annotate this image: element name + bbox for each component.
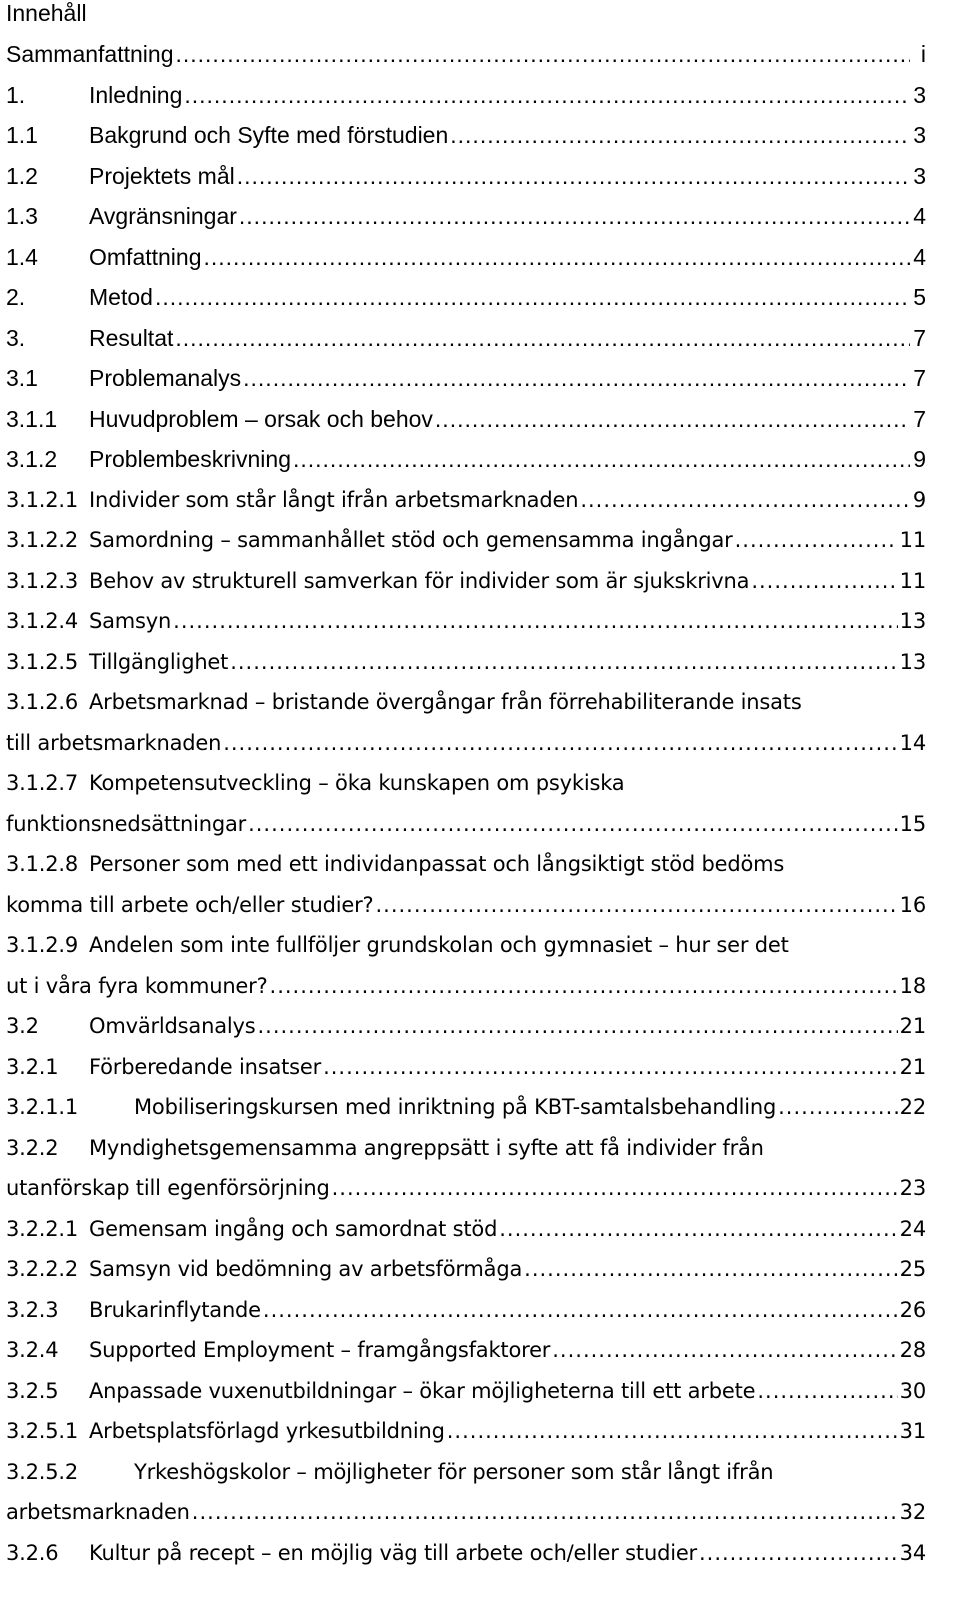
toc-entry-page: 9 — [912, 487, 926, 512]
toc-entry-page: 11 — [899, 568, 926, 593]
toc-entry-number: 3.1.2.7 — [6, 771, 79, 795]
toc-entry-number: 3.1.2.5 — [6, 649, 79, 674]
toc-entry[interactable] — [6, 1330, 926, 1371]
toc-entry-page: 3 — [913, 162, 926, 189]
toc-entry[interactable] — [6, 156, 926, 197]
toc-entry-number: 3.2.2.2 — [6, 1257, 79, 1281]
toc-entry-title: Individer som står långt ifrån arbetsmarknaden — [89, 487, 579, 512]
toc-entry-title: Arbetsmarknad – bristande övergångar från förrehabiliterande insats — [89, 690, 802, 714]
toc-entry-page: i — [920, 41, 926, 67]
toc-entry-title: Problemanalys — [89, 365, 242, 391]
toc-entry-title: Inledning — [89, 81, 183, 108]
toc-entry-title-continued: ut i våra fyra kommuner? — [6, 973, 268, 998]
toc-entry-number: 3.1.2 — [6, 446, 58, 472]
toc-entry-title: Yrkeshögskolor – möjligheter för personer som står långt ifrån — [134, 1459, 774, 1484]
toc-entry[interactable] — [6, 1128, 926, 1209]
toc-entry[interactable] — [6, 1047, 926, 1088]
toc-entry-number: 3.1 — [6, 365, 38, 391]
toc-entry[interactable] — [6, 1087, 926, 1128]
toc-entry-number: 3.1.2.4 — [6, 609, 79, 633]
toc-entry-title: Förberedande insatser — [89, 1054, 322, 1079]
toc-entry-title: Metod — [89, 284, 153, 310]
toc-entry[interactable] — [6, 480, 926, 521]
toc-dot-leader — [263, 1290, 898, 1330]
toc-entry[interactable] — [6, 1411, 926, 1452]
toc-entry-title: Avgränsningar — [89, 203, 237, 229]
toc-entry-title: Tillgänglighet — [89, 649, 229, 674]
toc-entry-page: 18 — [899, 973, 926, 998]
toc-entry-title: Huvudproblem – orsak och behov — [89, 405, 433, 432]
toc-entry-number: 3.2.4 — [6, 1338, 59, 1362]
toc-entry-number: 3.2 — [6, 1014, 39, 1038]
toc-entry-title: Omfattning — [89, 243, 202, 270]
toc-entry[interactable] — [6, 237, 926, 278]
toc-heading: Innehåll — [6, 0, 87, 26]
toc-entry[interactable] — [6, 34, 926, 75]
toc-entry[interactable] — [6, 358, 926, 399]
toc-entry[interactable] — [6, 196, 926, 237]
toc-entry[interactable] — [6, 1452, 926, 1533]
toc-entry-number: 3.2.2 — [6, 1135, 59, 1160]
toc-dot-leader — [230, 642, 897, 682]
toc-entry[interactable] — [6, 642, 926, 683]
toc-entry[interactable] — [6, 277, 926, 318]
toc-entry-page: 4 — [913, 243, 926, 270]
toc-list — [6, 34, 926, 1573]
toc-dot-leader — [332, 1168, 898, 1208]
toc-dot-leader — [499, 1209, 897, 1249]
toc-entry-number: 3.2.5.2 — [6, 1459, 79, 1484]
toc-entry[interactable] — [6, 844, 926, 925]
toc-entry-title: Myndighetsgemensamma angreppsätt i syfte att få individer från — [89, 1135, 764, 1160]
toc-dot-leader — [450, 115, 910, 155]
toc-entry[interactable] — [6, 318, 926, 359]
toc-entry-number: 3.1.2.6 — [6, 690, 79, 714]
toc-dot-leader — [173, 601, 898, 641]
toc-dot-leader — [435, 399, 910, 439]
toc-entry-title-continued: funktionsnedsättningar — [6, 811, 247, 836]
toc-dot-leader — [175, 318, 910, 358]
toc-dot-leader — [257, 1006, 897, 1046]
toc-entry-page: 25 — [899, 1257, 926, 1281]
toc-dot-leader — [447, 1411, 898, 1451]
toc-entry-page: 15 — [899, 811, 926, 836]
toc-entry-title: Samordning – sammanhållet stöd och gemensamma ingångar — [89, 528, 733, 552]
toc-dot-leader — [375, 885, 897, 925]
toc-entry-title: Behov av strukturell samverkan för individer som är sjukskrivna — [89, 568, 750, 593]
toc-entry[interactable] — [6, 682, 926, 763]
toc-entry[interactable] — [6, 561, 926, 602]
toc-entry-page: 11 — [899, 528, 926, 552]
toc-entry-number: 1.3 — [6, 203, 38, 229]
toc-dot-leader — [699, 1533, 898, 1573]
toc-dot-leader — [184, 75, 910, 115]
toc-entry[interactable] — [6, 601, 926, 642]
toc-entry[interactable] — [6, 439, 926, 480]
toc-entry-page: 21 — [899, 1054, 926, 1079]
toc-dot-leader — [204, 237, 911, 277]
toc-entry[interactable] — [6, 520, 926, 561]
toc-entry-title: Gemensam ingång och samordnat stöd — [89, 1216, 498, 1241]
toc-entry-page: 23 — [899, 1176, 926, 1200]
toc-entry-page: 5 — [913, 284, 926, 310]
toc-entry-title-continued: till arbetsmarknaden — [6, 730, 222, 755]
toc-dot-leader — [323, 1047, 898, 1087]
toc-entry-number: 3.1.2.1 — [6, 487, 79, 512]
toc-entry[interactable] — [6, 1209, 926, 1250]
toc-entry-number: 3.2.6 — [6, 1540, 59, 1565]
toc-dot-leader — [175, 34, 910, 74]
toc-entry-page: 13 — [899, 609, 926, 633]
toc-dot-leader — [524, 1249, 898, 1289]
toc-entry-page: 30 — [899, 1378, 926, 1403]
toc-dot-leader — [270, 966, 898, 1006]
toc-entry-title: Sammanfattning — [6, 41, 174, 67]
toc-dot-leader — [778, 1087, 898, 1127]
toc-entry-number: 3.2.3 — [6, 1297, 59, 1322]
toc-dot-leader — [735, 520, 898, 560]
toc-entry-title: Omvärldsanalys — [89, 1014, 256, 1038]
toc-entry-number: 1.4 — [6, 243, 38, 270]
toc-entry-title: Samsyn — [89, 609, 172, 633]
toc-entry-title: Kultur på recept – en möjlig väg till arbete och/eller studier — [89, 1540, 697, 1565]
toc-entry-page: 34 — [899, 1540, 926, 1565]
toc-dot-leader — [552, 1330, 897, 1370]
toc-entry-title: Samsyn vid bedömning av arbetsförmåga — [89, 1257, 523, 1281]
toc-entry-title: Andelen som inte fullföljer grundskolan och gymnasiet – hur ser det — [89, 933, 789, 957]
toc-entry-title: Bakgrund och Syfte med förstudien — [89, 122, 449, 148]
toc-entry-number: 1.2 — [6, 162, 38, 189]
toc-entry[interactable] — [6, 925, 926, 1006]
toc-entry-page: 4 — [913, 203, 926, 229]
toc-entry-number: 3.2.1 — [6, 1054, 59, 1079]
toc-entry-page: 3 — [913, 81, 926, 108]
toc-entry-page: 16 — [899, 892, 926, 917]
toc-entry-page: 31 — [899, 1419, 926, 1443]
toc-entry-page: 22 — [899, 1095, 926, 1119]
toc-entry[interactable] — [6, 1533, 926, 1574]
toc-entry[interactable] — [6, 399, 926, 440]
toc-entry[interactable] — [6, 115, 926, 156]
toc-entry-number: 3.2.1.1 — [6, 1095, 79, 1119]
toc-dot-leader — [580, 480, 910, 520]
toc-entry-title: Arbetsplatsförlagd yrkesutbildning — [89, 1419, 445, 1443]
toc-dot-leader — [293, 439, 910, 479]
toc-dot-leader — [248, 804, 898, 844]
toc-entry[interactable] — [6, 1371, 926, 1412]
toc-entry[interactable] — [6, 75, 926, 116]
toc-entry[interactable] — [6, 1006, 926, 1047]
toc-entry-title-continued: komma till arbete och/eller studier? — [6, 892, 374, 917]
toc-entry-title-continued: utanförskap till egenförsörjning — [6, 1176, 330, 1200]
toc-entry-page: 21 — [899, 1014, 926, 1038]
toc-dot-leader — [155, 277, 910, 317]
toc-entry-page: 24 — [899, 1216, 926, 1241]
toc-entry-title: Brukarinflytande — [89, 1297, 261, 1322]
toc-entry-page: 13 — [899, 649, 926, 674]
toc-dot-leader — [751, 561, 897, 601]
toc-entry[interactable] — [6, 1249, 926, 1290]
toc-entry-title: Problembeskrivning — [89, 446, 291, 472]
toc-entry-page: 7 — [913, 405, 926, 432]
toc-entry-title: Kompetensutveckling – öka kunskapen om psykiska — [89, 771, 625, 795]
toc-entry-number: 3.2.2.1 — [6, 1216, 79, 1241]
toc-entry-page: 32 — [899, 1500, 926, 1524]
toc-entry-page: 9 — [913, 446, 926, 472]
toc-entry-number: 1. — [6, 81, 26, 108]
toc-entry-number: 3.1.1 — [6, 405, 58, 432]
toc-entry-title: Personer som med ett individanpassat och långsiktigt stöd bedöms — [89, 852, 785, 876]
toc-entry-number: 2. — [6, 284, 26, 310]
toc-dot-leader — [757, 1371, 897, 1411]
toc-dot-leader — [192, 1492, 898, 1532]
toc-dot-leader — [237, 156, 910, 196]
toc-entry-number: 1.1 — [6, 122, 38, 148]
toc-entry-title: Supported Employment – framgångsfaktorer — [89, 1338, 551, 1362]
toc-entry-page: 26 — [899, 1297, 926, 1322]
toc-entry-number: 3.2.5.1 — [6, 1419, 79, 1443]
toc-entry[interactable] — [6, 1290, 926, 1331]
toc-entry-number: 3.1.2.3 — [6, 568, 79, 593]
toc-entry-page: 3 — [913, 122, 926, 148]
toc-entry[interactable] — [6, 763, 926, 844]
toc-entry-page: 7 — [913, 365, 926, 391]
toc-dot-leader — [223, 723, 897, 763]
toc-entry-title-continued: arbetsmarknaden — [6, 1500, 190, 1524]
toc-entry-number: 3.2.5 — [6, 1378, 59, 1403]
toc-entry-number: 3.1.2.9 — [6, 933, 79, 957]
toc-entry-page: 28 — [899, 1338, 926, 1362]
toc-entry-title: Mobiliseringskursen med inriktning på KBT-samtalsbehandling — [134, 1095, 777, 1119]
toc-entry-number: 3. — [6, 324, 26, 351]
toc-entry-page: 14 — [899, 730, 926, 755]
toc-entry-title: Resultat — [89, 324, 174, 351]
toc-entry-number: 3.1.2.8 — [6, 852, 79, 876]
toc-dot-leader — [239, 196, 910, 236]
toc-entry-title: Anpassade vuxenutbildningar – ökar möjligheterna till ett arbete — [89, 1378, 756, 1403]
toc-dot-leader — [243, 358, 910, 398]
toc-entry-number: 3.1.2.2 — [6, 528, 79, 552]
toc-entry-title: Projektets mål — [89, 162, 235, 189]
toc-entry-page: 7 — [913, 324, 926, 351]
